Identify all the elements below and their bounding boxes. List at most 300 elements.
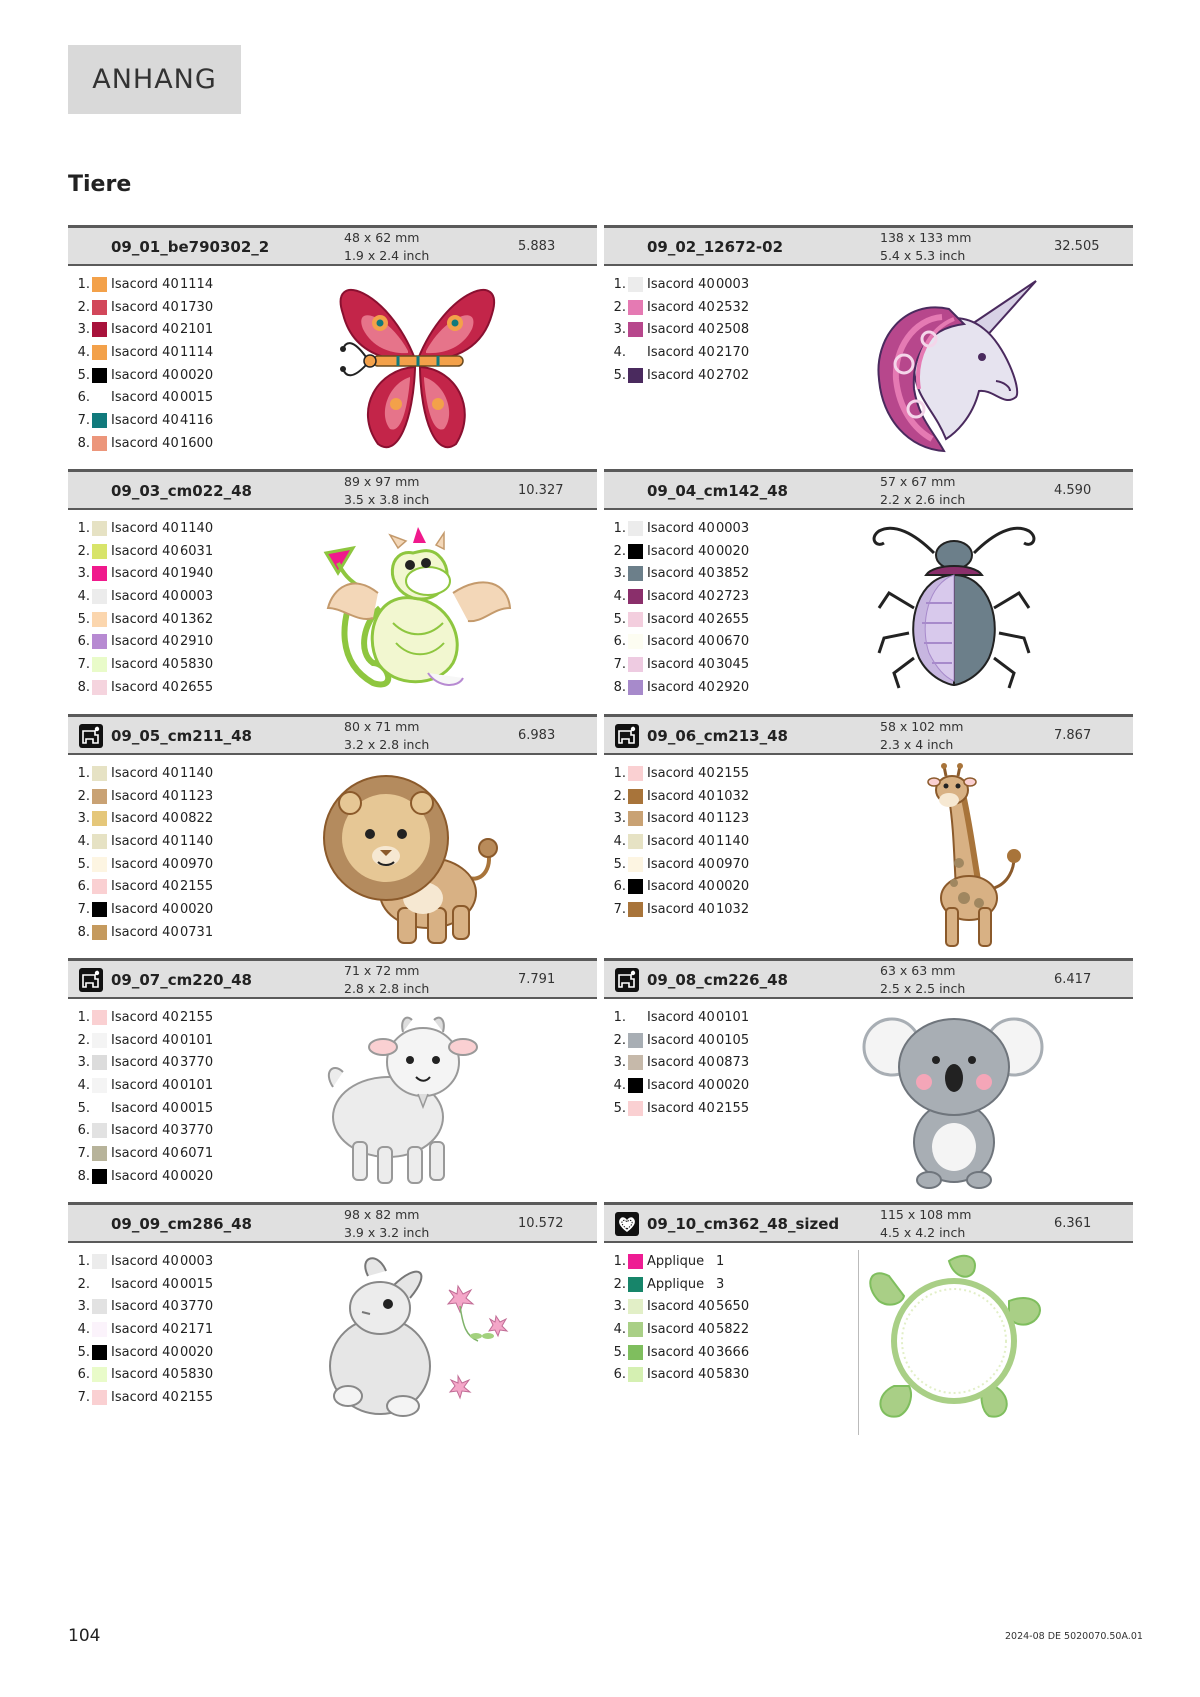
color-swatch [628,657,643,672]
design-card [68,714,597,954]
stitch-count: 5.883 [518,239,556,254]
color-index: 5. [613,1344,626,1360]
design-name: 09_03_cm022_48 [111,482,252,500]
color-index: 7. [613,901,626,917]
color-swatch [92,1078,107,1093]
machine-icon [79,968,103,992]
thread-name: Isacord 40 [111,322,179,338]
color-row [612,562,832,585]
thread-code: 2910 [180,634,214,650]
thread-name: Isacord 40 [111,299,179,315]
color-row [612,1250,832,1273]
thread-name: Isacord 40 [647,765,715,781]
thread-name: Isacord 40 [111,879,179,895]
color-index: 2. [613,1032,626,1048]
thread-code: 3770 [180,1055,214,1071]
color-index: 3. [613,811,626,827]
color-row [612,540,832,563]
size-mm: 57 x 67 mm [880,474,956,489]
color-list [76,1250,296,1409]
size-mm: 71 x 72 mm [344,963,420,978]
color-row [76,1273,296,1296]
thread-name: Isacord 40 [647,367,715,383]
color-swatch [92,1299,107,1314]
color-index: 4. [77,1321,90,1337]
design-name: 09_04_cm142_48 [647,482,788,500]
thread-code: 1940 [180,566,214,582]
thread-code: 1140 [180,520,214,536]
thread-code: 0020 [180,901,214,917]
color-row [76,1295,296,1318]
thread-code: 0015 [180,1276,214,1292]
color-swatch [92,879,107,894]
color-row [612,676,832,699]
thread-code: 2155 [716,765,750,781]
thread-name: Isacord 40 [111,901,179,917]
color-index: 5. [613,856,626,872]
thread-code: 5830 [180,1367,214,1383]
thread-code: 0101 [180,1032,214,1048]
thread-name: Isacord 40 [647,1100,715,1116]
size-inch: 2.8 x 2.8 inch [344,981,430,996]
thread-name: Isacord 40 [111,1344,179,1360]
page-title: Tiere [68,172,132,197]
design-name: 09_06_cm213_48 [647,727,788,745]
thread-name: Isacord 40 [647,1055,715,1071]
color-swatch [628,1367,643,1382]
color-swatch [628,857,643,872]
color-row [76,1051,296,1074]
color-row [612,1006,832,1029]
color-swatch [92,1254,107,1269]
color-swatch [628,1101,643,1116]
color-row [76,630,296,653]
color-row [76,273,296,296]
color-index: 4. [77,1077,90,1093]
color-row [76,1006,296,1029]
size-mm: 80 x 71 mm [344,719,420,734]
color-swatch [92,1033,107,1048]
design-header [68,1202,597,1243]
design-name: 09_09_cm286_48 [111,1215,252,1233]
turtle-illustration [854,1246,1054,1436]
color-row [76,830,296,853]
thread-code: 0020 [180,367,214,383]
thread-name: Isacord 40 [647,656,715,672]
thread-code: 1362 [180,611,214,627]
thread-name: Isacord 40 [647,1009,715,1025]
size-inch: 3.5 x 3.8 inch [344,492,430,507]
color-index: 1. [77,765,90,781]
thread-code: 1600 [180,435,214,451]
color-index: 2. [77,1276,90,1292]
size-mm: 138 x 133 mm [880,230,972,245]
color-row [612,898,832,921]
thread-code: 5830 [716,1367,750,1383]
thread-code: 0020 [716,879,750,895]
color-index: 2. [77,788,90,804]
color-index: 1. [77,276,90,292]
color-swatch [92,811,107,826]
color-row [612,1363,832,1386]
stitch-count: 6.983 [518,728,556,743]
color-index: 1. [77,1009,90,1025]
color-swatch [628,322,643,337]
giraffe-illustration [854,758,1054,948]
color-index: 5. [613,1100,626,1116]
color-swatch [628,1055,643,1070]
size-inch: 2.3 x 4 inch [880,737,954,752]
thread-name: Isacord 40 [647,566,715,582]
thread-code: 0020 [716,543,750,559]
design-name: 09_01_be790302_2 [111,238,270,256]
color-swatch [92,834,107,849]
color-swatch [92,589,107,604]
color-list [612,273,832,386]
thread-code: 2155 [180,879,214,895]
machine-icon [79,724,103,748]
color-index: 2. [613,543,626,559]
thread-name: Isacord 40 [111,1032,179,1048]
color-swatch [628,789,643,804]
stitch-count: 6.417 [1054,972,1092,987]
color-swatch [92,612,107,627]
color-index: 5. [77,856,90,872]
thread-name: Isacord 40 [111,1367,179,1383]
design-name: 09_07_cm220_48 [111,971,252,989]
thread-code: 3770 [180,1299,214,1315]
thread-code: 2155 [180,1389,214,1405]
color-list [612,1250,832,1386]
thread-code: 2723 [716,588,750,604]
thread-name: Isacord 40 [647,856,715,872]
color-index: 1. [77,1253,90,1269]
color-index: 6. [77,879,90,895]
color-index: 1. [613,1009,626,1025]
thread-name: Isacord 40 [111,811,179,827]
color-index: 7. [77,1389,90,1405]
thread-name: Isacord 40 [647,679,715,695]
thread-name: Isacord 40 [647,543,715,559]
color-row [612,1074,832,1097]
color-swatch [628,811,643,826]
color-list [612,1006,832,1119]
thread-code: 0003 [180,588,214,604]
thread-name: Isacord 40 [647,634,715,650]
color-swatch [92,902,107,917]
color-row [612,1295,832,1318]
design-header [604,714,1133,755]
applique-icon [615,1212,639,1236]
color-row [612,608,832,631]
thread-code: 2655 [716,611,750,627]
thread-name: Isacord 40 [111,1168,179,1184]
size-inch: 4.5 x 4.2 inch [880,1225,966,1240]
color-index: 2. [77,299,90,315]
color-index: 6. [613,1367,626,1383]
thread-code: 3770 [180,1123,214,1139]
color-row [612,1341,832,1364]
thread-code: 2655 [180,679,214,695]
color-row [76,1165,296,1188]
color-row [76,1074,296,1097]
size-inch: 1.9 x 2.4 inch [344,248,430,263]
thread-code: 1123 [180,788,214,804]
color-row [76,296,296,319]
color-swatch [92,1322,107,1337]
goat-illustration [318,1002,518,1192]
color-swatch [628,834,643,849]
color-row [76,1363,296,1386]
thread-name: Isacord 40 [647,1344,715,1360]
color-swatch [628,368,643,383]
thread-code: 0003 [180,1253,214,1269]
color-row [76,1250,296,1273]
color-swatch [628,612,643,627]
size-mm: 58 x 102 mm [880,719,964,734]
thread-name: Isacord 40 [647,1032,715,1048]
color-row [76,517,296,540]
thread-code: 0731 [180,924,214,940]
document-code: 2024-08 DE 5020070.50A.01 [1005,1631,1143,1642]
color-list [76,762,296,944]
color-row [76,807,296,830]
color-swatch [92,1010,107,1025]
color-swatch [92,277,107,292]
color-swatch [92,1169,107,1184]
color-swatch [628,879,643,894]
color-row [76,898,296,921]
color-row [612,630,832,653]
thread-name: Isacord 40 [111,611,179,627]
color-row [76,1341,296,1364]
color-index: 5. [77,611,90,627]
thread-code: 2508 [716,322,750,338]
color-swatch [628,902,643,917]
stitch-count: 32.505 [1054,239,1100,254]
color-index: 6. [613,634,626,650]
thread-name: Isacord 40 [111,1077,179,1093]
color-swatch [92,1390,107,1405]
thread-code: 2532 [716,299,750,315]
thread-code: 5822 [716,1321,750,1337]
color-swatch [628,1078,643,1093]
color-row [612,875,832,898]
color-row [76,585,296,608]
color-row [76,1097,296,1120]
color-swatch [628,1033,643,1048]
color-row [76,562,296,585]
stitch-count: 4.590 [1054,483,1092,498]
color-index: 4. [613,1077,626,1093]
color-swatch [628,345,643,360]
thread-name: Isacord 40 [111,833,179,849]
color-index: 4. [613,1321,626,1337]
thread-code: 1140 [716,833,750,849]
color-swatch [92,436,107,451]
thread-code: 0822 [180,811,214,827]
color-swatch [92,766,107,781]
color-row [76,364,296,387]
design-header [604,225,1133,266]
color-swatch [628,1010,643,1025]
color-row [76,1318,296,1341]
thread-name: Isacord 40 [111,1100,179,1116]
size-mm: 98 x 82 mm [344,1207,420,1222]
thread-code: 2155 [716,1100,750,1116]
color-swatch [628,766,643,781]
color-swatch [92,925,107,940]
thread-name: Isacord 40 [647,611,715,627]
color-index: 8. [77,924,90,940]
thread-code: 1114 [180,276,214,292]
thread-name: Isacord 40 [111,634,179,650]
color-swatch [628,1322,643,1337]
thread-code: 2170 [716,344,750,360]
color-swatch [92,857,107,872]
bunny-illustration [318,1246,518,1436]
color-index: 3. [77,811,90,827]
size-inch: 2.2 x 2.6 inch [880,492,966,507]
color-swatch [628,1277,643,1292]
color-swatch [628,680,643,695]
color-swatch [92,413,107,428]
color-swatch [92,789,107,804]
thread-name: Isacord 40 [111,588,179,604]
color-index: 4. [77,833,90,849]
color-row [76,432,296,455]
stitch-count: 7.867 [1054,728,1092,743]
thread-name: Isacord 40 [647,1321,715,1337]
thread-code: 2171 [180,1321,214,1337]
thread-code: 4116 [180,412,214,428]
color-index: 8. [77,1168,90,1184]
thread-name: Isacord 40 [647,879,715,895]
color-index: 6. [77,1123,90,1139]
page-number: 104 [68,1626,101,1646]
thread-name: Isacord 40 [647,588,715,604]
design-header [604,469,1133,510]
color-index: 5. [77,1344,90,1360]
color-index: 4. [77,588,90,604]
color-swatch [92,300,107,315]
color-row [612,296,832,319]
color-swatch [92,634,107,649]
section-label: ANHANG [68,45,241,114]
thread-code: 6031 [180,543,214,559]
thread-name: Isacord 40 [647,276,715,292]
thread-code: 0101 [180,1077,214,1093]
color-swatch [92,345,107,360]
color-index: 2. [613,299,626,315]
color-index: 6. [613,879,626,895]
color-row [76,341,296,364]
design-header [68,225,597,266]
color-swatch [92,1055,107,1070]
color-row [76,785,296,808]
color-index: 3. [77,1299,90,1315]
thread-name: Isacord 40 [647,322,715,338]
color-row [612,785,832,808]
color-index: 7. [613,656,626,672]
color-swatch [92,368,107,383]
thread-name: Isacord 40 [111,856,179,872]
color-row [76,608,296,631]
thread-code: 0873 [716,1055,750,1071]
thread-code: 0020 [716,1077,750,1093]
design-header [68,714,597,755]
thread-name: Isacord 40 [111,1389,179,1405]
color-index: 7. [77,901,90,917]
color-row [612,762,832,785]
design-card [604,225,1133,465]
thread-code: 0015 [180,390,214,406]
size-mm: 48 x 62 mm [344,230,420,245]
color-list [76,273,296,455]
color-index: 1. [77,520,90,536]
color-index: 5. [77,367,90,383]
color-row [612,318,832,341]
color-index: 2. [613,788,626,804]
beetle-illustration [854,513,1054,703]
thread-name: Isacord 40 [111,520,179,536]
size-mm: 63 x 63 mm [880,963,956,978]
color-row [612,1051,832,1074]
color-swatch [92,544,107,559]
color-row [612,807,832,830]
color-swatch [92,1101,107,1116]
design-card [68,469,597,709]
thread-code: 0105 [716,1032,750,1048]
thread-code: 0003 [716,520,750,536]
thread-code: 3852 [716,566,750,582]
color-list [612,517,832,699]
design-header [604,958,1133,999]
color-swatch [92,322,107,337]
thread-name: Isacord 40 [647,520,715,536]
design-name: 09_10_cm362_48_sized [647,1215,840,1233]
size-inch: 5.4 x 5.3 inch [880,248,966,263]
thread-name: Isacord 40 [111,412,179,428]
color-swatch [92,680,107,695]
color-index: 4. [77,344,90,360]
design-card [604,1202,1133,1442]
size-inch: 2.5 x 2.5 inch [880,981,966,996]
color-list [612,762,832,921]
thread-name: Isacord 40 [647,1077,715,1093]
stitch-count: 7.791 [518,972,556,987]
thread-code: 0970 [716,856,750,872]
color-row [76,1119,296,1142]
color-row [612,1097,832,1120]
thread-code: 1140 [180,765,214,781]
thread-name: Isacord 40 [647,811,715,827]
thread-name: Isacord 40 [111,1299,179,1315]
design-name: 09_08_cm226_48 [647,971,788,989]
thread-name: Isacord 40 [111,1253,179,1269]
color-index: 5. [613,367,626,383]
color-swatch [628,1299,643,1314]
stitch-count: 10.327 [518,483,564,498]
butterfly-illustration [318,269,518,459]
color-row [612,653,832,676]
thread-name: Isacord 40 [111,344,179,360]
thread-code: 0970 [180,856,214,872]
color-row [76,540,296,563]
thread-code: 1730 [180,299,214,315]
color-swatch [628,566,643,581]
color-index: 1. [613,276,626,292]
